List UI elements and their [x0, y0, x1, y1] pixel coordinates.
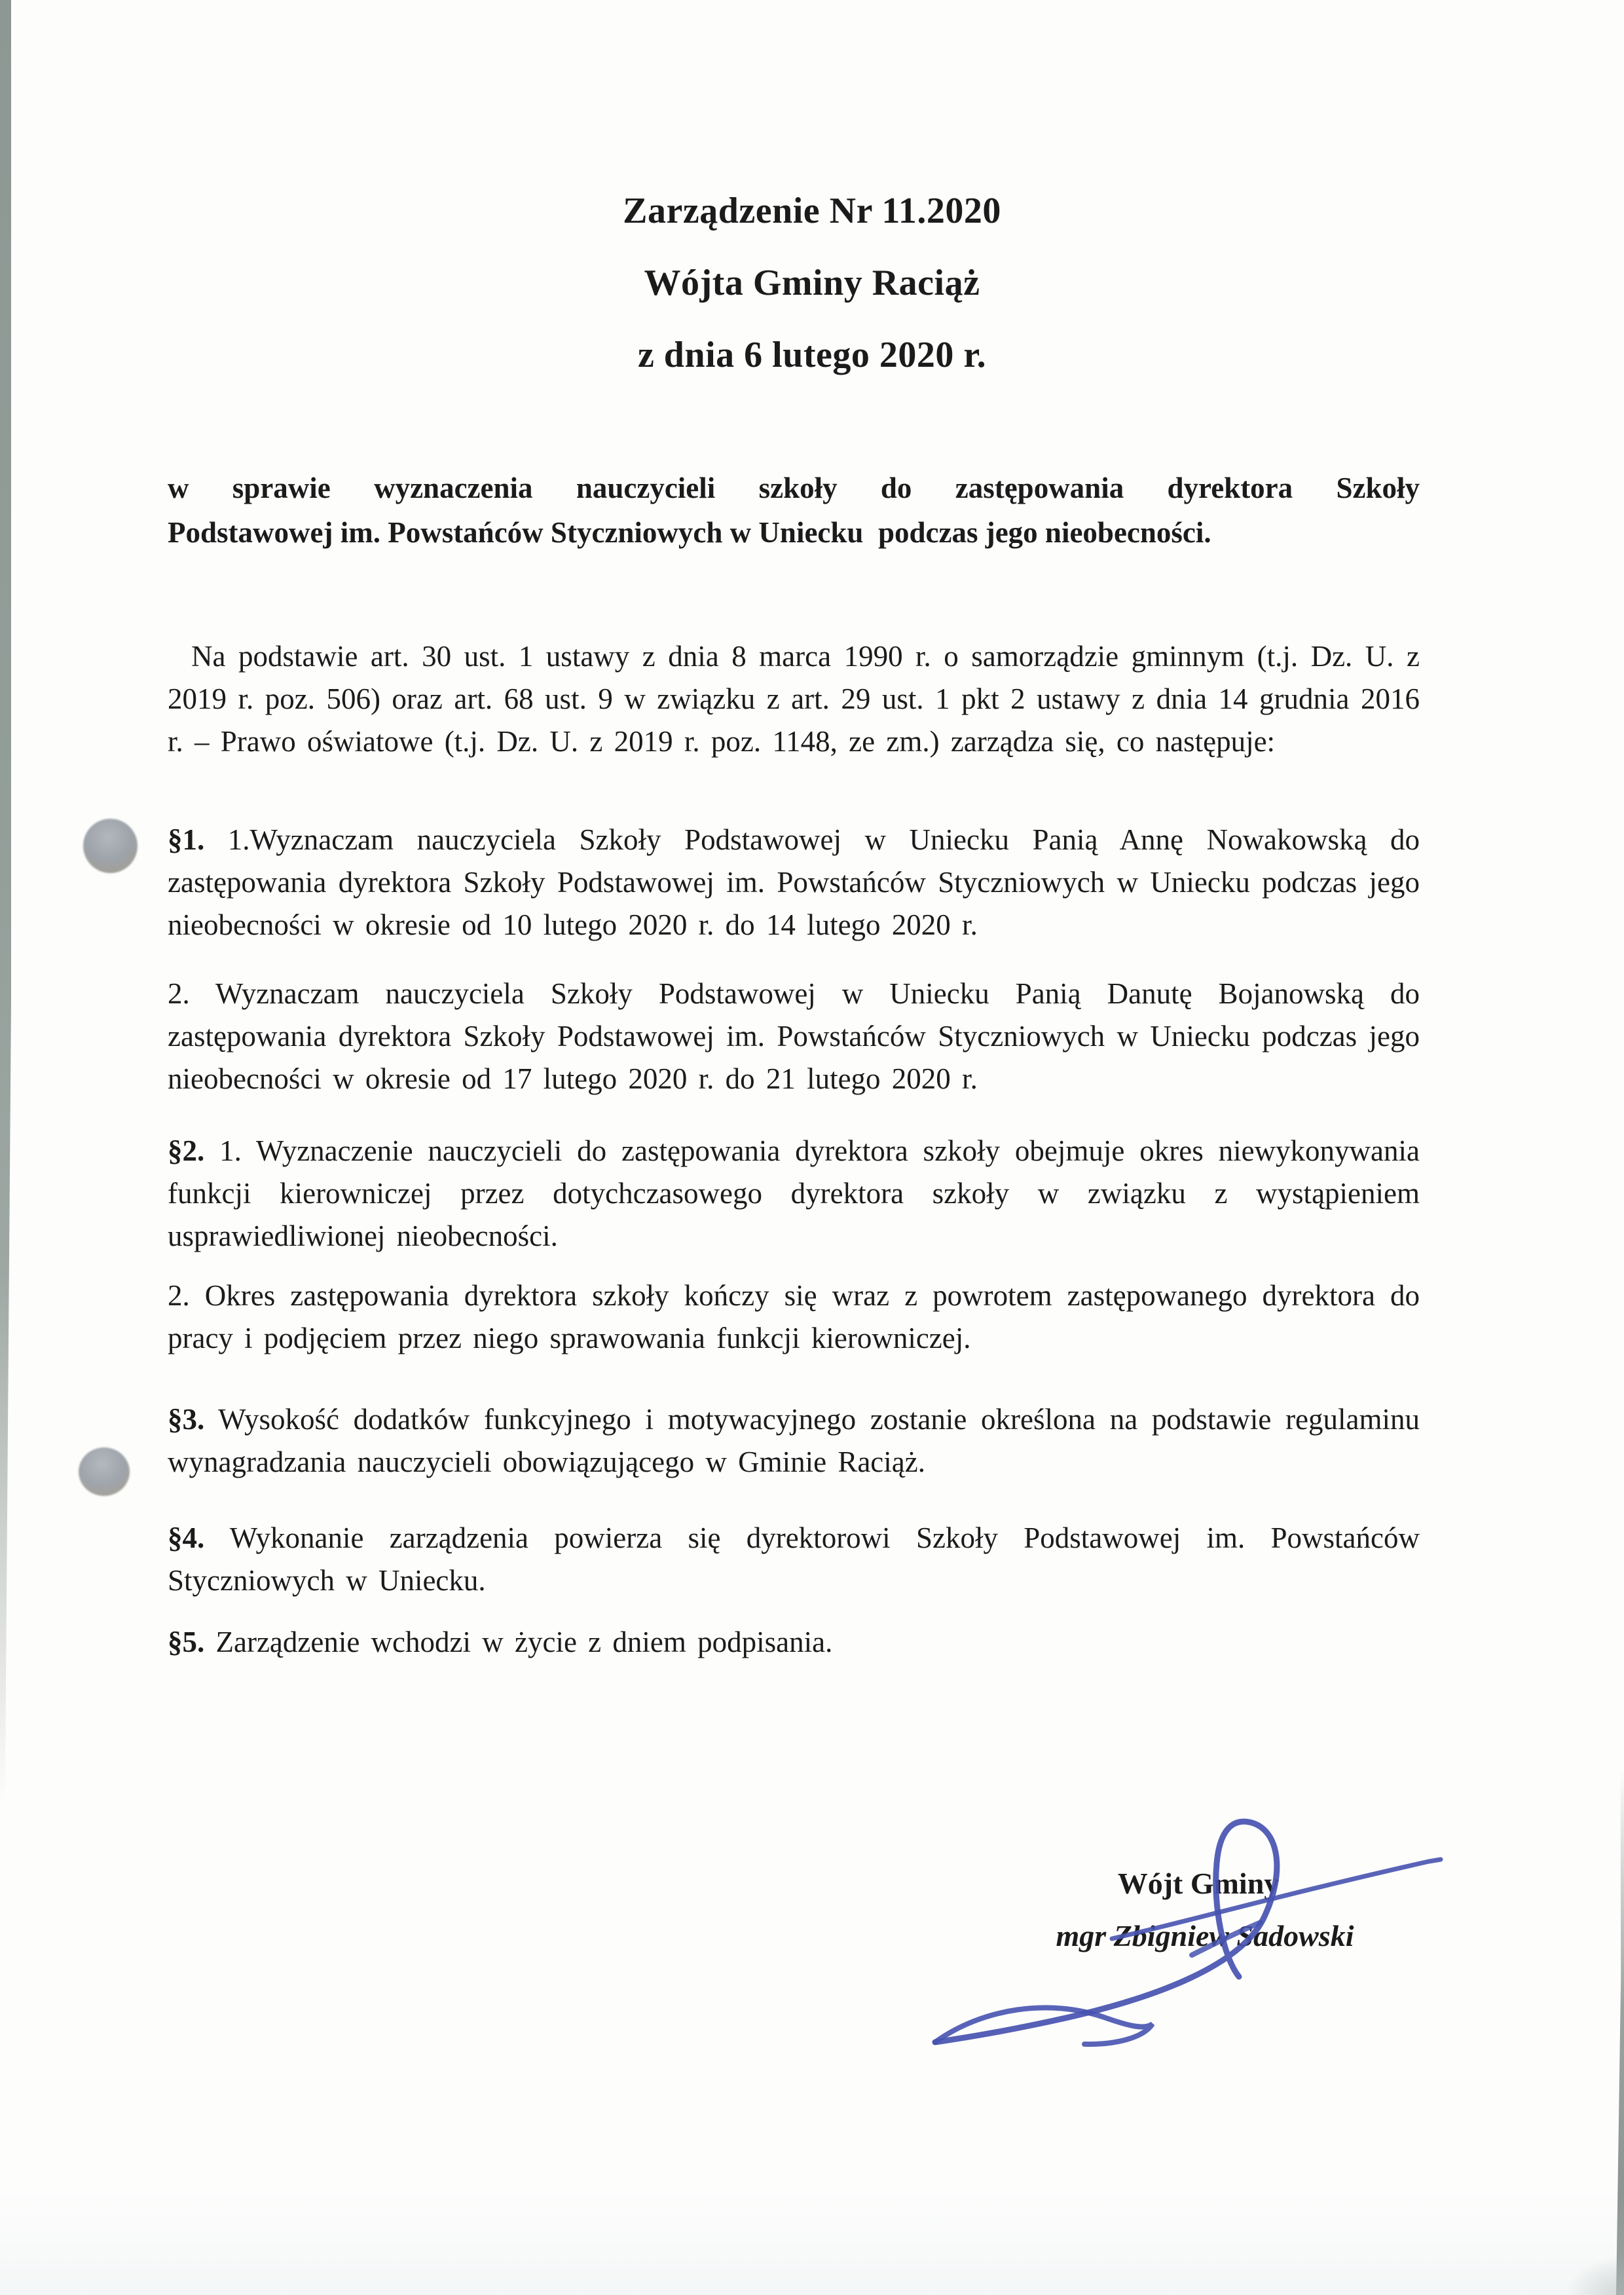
- section-paragraph-6: [168, 1517, 1420, 1602]
- section-text: 2. Wyznaczam nauczyciela Szkoły Podstawowej w Uniecku Panią Danutę Bojanowską do zastępowania dyrektora Szkoły Podstawowej im. Powstańców Styczniowych w Uniecku podczas jego nieobecności w okresie od 17 lutego 2020 r. do 21 lutego 2020 r.: [168, 977, 1420, 1095]
- section-paragraph-2: [168, 973, 1420, 1100]
- document-subject: [168, 466, 1420, 555]
- signature-name: mgr Zbigniew Sadowski: [1056, 1919, 1354, 1952]
- document-title-date: z dnia 6 lutego 2020 r.: [637, 335, 987, 375]
- section-paragraph-1: [168, 819, 1420, 946]
- document-title-number: Zarządzenie Nr 11.2020: [623, 191, 1001, 231]
- handwritten-signature-icon: [851, 1801, 1572, 2096]
- signature-role: Wójt Gminy: [1117, 1867, 1280, 1900]
- section-paragraph-4: [168, 1275, 1420, 1360]
- section-paragraph-3: [168, 1130, 1420, 1258]
- section-text: Wysokość dodatków funkcyjnego i motywacyjnego zostanie określona na podstawie regulaminu wynagradzania nauczycieli obowiązującego w Gminie Raciąż.: [168, 1403, 1420, 1478]
- preamble-paragraph: Na podstawie art. 30 ust. 1 ustawy z dnia 8 marca 1990 r. o samorządzie gminnym (t.j. Dz. U. z 2019 r. poz. 506) oraz art. 68 ust. 9 w związku z art. 29 ust. 1 pkt 2 ustawy z dnia 14 grudnia 2016 r. – Prawo oświatowe (t.j. Dz. U. z 2019 r. poz. 1148, ze zm.) zarządza się, co następuje:: [168, 640, 1420, 758]
- hole-punch-bottom: [79, 1447, 130, 1496]
- section-label: §1.: [168, 823, 205, 856]
- section-label: §2.: [168, 1134, 205, 1167]
- subject-line-1: w sprawie wyznaczenia nauczycieli szkoły do zastępowania dyrektora Szkoły: [168, 472, 1420, 504]
- section-text: Zarządzenie wchodzi w życie z dniem podpisania.: [215, 1626, 833, 1658]
- section-paragraph-7: [168, 1621, 1420, 1664]
- hole-punch-top: [83, 819, 138, 873]
- section-text: 1.Wyznaczam nauczyciela Szkoły Podstawowej w Uniecku Panią Annę Nowakowską do zastępowania dyrektora Szkoły Podstawowej im. Powstańców Styczniowych w Uniecku podczas jego nieobecności w okresie od 10 lutego 2020 r. do 14 lutego 2020 r.: [168, 823, 1420, 941]
- section-paragraph-5: [168, 1398, 1420, 1483]
- section-text: Wykonanie zarządzenia powierza się dyrektorowi Szkoły Podstawowej im. Powstańców Styczniowych w Uniecku.: [168, 1521, 1420, 1597]
- section-text: 1. Wyznaczenie nauczycieli do zastępowania dyrektora szkoły obejmuje okres niewykonywania funkcji kierowniczej przez dotychczasowego dyrektora szkoły w związku z wystąpieniem usprawiedliwionej nieobecności.: [168, 1134, 1420, 1252]
- section-label: §5.: [168, 1626, 205, 1658]
- section-label: §3.: [168, 1403, 205, 1436]
- section-label: §4.: [168, 1521, 205, 1554]
- document-title-issuer: Wójta Gminy Raciąż: [644, 263, 980, 303]
- scan-bottom-tint: [0, 2190, 1624, 2295]
- section-text: 2. Okres zastępowania dyrektora szkoły kończy się wraz z powrotem zastępowanego dyrektora do pracy i podjęciem przez niego sprawowania funkcji kierowniczej.: [168, 1279, 1420, 1354]
- subject-line-2: Podstawowej im. Powstańców Styczniowych w Uniecku podczas jego nieobecności.: [168, 516, 1211, 549]
